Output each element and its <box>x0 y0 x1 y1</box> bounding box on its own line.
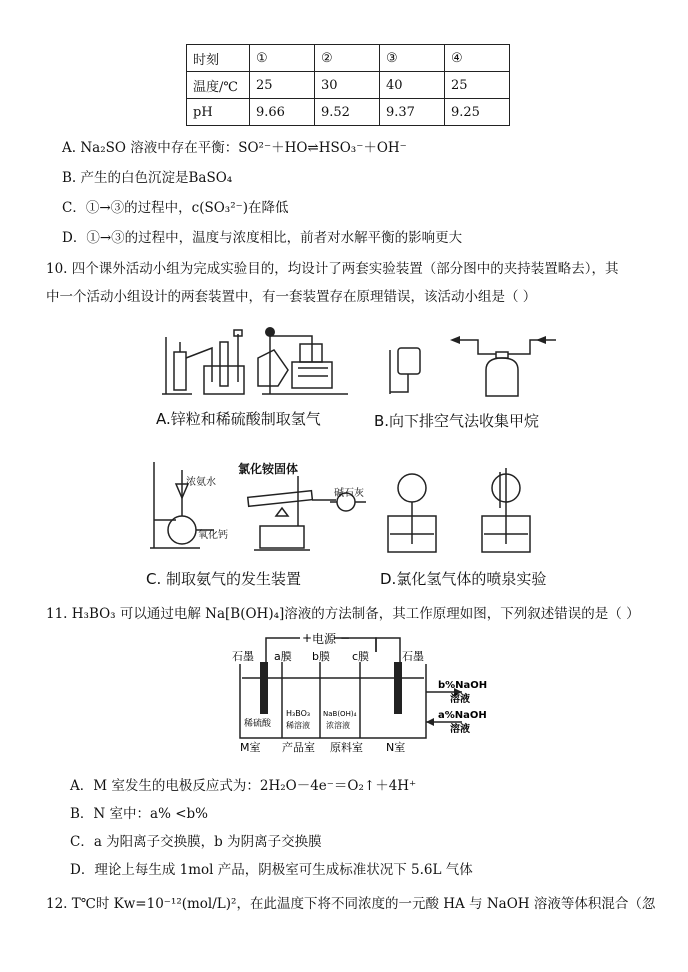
q9-option-b: B. 产生的白色沉淀是BaSO₄ <box>62 170 233 186</box>
flow-arrow-icon <box>450 336 460 344</box>
q10-caption-c: C. 制取氨气的发生装置 <box>146 570 302 588</box>
table-cell: pH <box>187 99 250 126</box>
q9-option-a: A. Na₂SO 溶液中存在平衡：SO²⁻＋HO⇌HSO₃⁻＋OH⁻ <box>62 140 407 156</box>
table-cell: ③ <box>380 45 445 72</box>
label-out-naoh: b%NaOH <box>438 680 488 691</box>
q10-stem-line1: 10. 四个课外活动小组为完成实验目的，均设计了两套实验装置（部分图中的夹持装置略去），其 <box>46 261 619 277</box>
label-out-solution: 溶液 <box>450 694 470 705</box>
graphite-left: 石墨 <box>232 650 254 663</box>
q9-option-d: D．①→③的过程中，温度与浓度相比，前者对水解平衡的影响更大 <box>62 230 463 246</box>
power-label: 电源 <box>312 632 337 646</box>
membrane-a: a膜 <box>274 650 292 663</box>
table-cell: 9.25 <box>445 99 510 126</box>
table-cell: 9.37 <box>380 99 445 126</box>
q11-option-b: B．N 室中：a% <b% <box>70 806 208 822</box>
table-cell: 时刻 <box>187 45 250 72</box>
table-cell: ① <box>250 45 315 72</box>
table-cell: ④ <box>445 45 510 72</box>
q12-stem: 12. T℃时 Kw=10⁻¹²(mol/L)²，在此温度下将不同浓度的一元酸 HA 与 NaOH 溶液等体积混合（忽 <box>46 896 656 912</box>
table-row <box>187 45 510 72</box>
inflow-arrow-icon <box>426 718 434 726</box>
flow-arrow-icon <box>536 336 546 344</box>
room-m: M室 <box>240 741 261 754</box>
apparatus-b-figure <box>378 330 578 402</box>
apparatus-a-stopper <box>265 327 275 337</box>
q11-option-d: D．理论上每生成 1mol 产品，阴极室可生成标准状况下 5.6L 气体 <box>70 862 473 878</box>
room-raw: 原料室 <box>330 741 363 754</box>
q11-stem: 11. H₃BO₃ 可以通过电解 Na[B(OH)₄]溶液的方法制备，其工作原理如图，下列叙述错误的是（ ） <box>46 606 640 622</box>
table-cell: ② <box>315 45 380 72</box>
table-cell: 25 <box>445 72 510 99</box>
table-cell: 9.66 <box>250 99 315 126</box>
electrolysis-diagram <box>230 630 506 756</box>
table-cell: 30 <box>315 72 380 99</box>
membrane-b: b膜 <box>312 650 330 663</box>
q10-caption-d: D.氯化氢气体的喷泉实验 <box>380 570 547 588</box>
label-h3bo3: H₃BO₃ <box>286 709 311 718</box>
q11-option-c: C．a 为阳离子交换膜，b 为阴离子交换膜 <box>70 834 322 850</box>
q9-option-c: C．①→③的过程中，c(SO₃²⁻)在降低 <box>62 200 289 216</box>
table-row <box>187 99 510 126</box>
table-row <box>187 72 510 99</box>
label-in-naoh: a%NaOH <box>438 710 487 721</box>
power-plus: + <box>302 631 313 645</box>
label-cao: 氧化钙 <box>198 530 228 541</box>
room-n: N室 <box>386 741 406 754</box>
table-cell: 40 <box>380 72 445 99</box>
label-nab-conc: 浓溶液 <box>326 721 350 730</box>
label-nh4cl-solid: 氯化铵固体 <box>238 462 299 476</box>
label-nab: NaB(OH)₄ <box>323 710 357 718</box>
label-nh3-water: 浓氨水 <box>186 477 216 488</box>
q10-caption-a: A.锌粒和稀硫酸制取氢气 <box>156 410 321 428</box>
room-product: 产品室 <box>282 741 315 754</box>
electrode-left <box>260 662 268 714</box>
apparatus-d-figure <box>380 458 560 558</box>
label-h3bo3-dilute: 稀溶液 <box>286 721 310 730</box>
apparatus-a-figure <box>152 322 352 398</box>
electrode-right <box>394 662 402 714</box>
power-minus: − <box>340 631 351 645</box>
membrane-c: c膜 <box>352 650 370 663</box>
table-cell: 9.52 <box>315 99 380 126</box>
q10-stem-line2: 中一个活动小组设计的两套装置中，有一套装置存在原理错误，该活动小组是（ ） <box>46 289 537 305</box>
table-cell: 25 <box>250 72 315 99</box>
label-soda-lime: 碱石灰 <box>334 488 364 499</box>
q10-caption-b: B.向下排空气法收集甲烷 <box>374 412 540 430</box>
graphite-right: 石墨 <box>402 650 424 663</box>
label-in-solution: 溶液 <box>450 724 470 735</box>
q11-option-a: A．M 室发生的电极反应式为：2H₂O－4e⁻＝O₂↑＋4H⁺ <box>70 778 417 794</box>
table-cell: 温度/℃ <box>187 72 250 99</box>
label-acid: 稀硫酸 <box>244 719 272 729</box>
data-table <box>186 44 510 126</box>
